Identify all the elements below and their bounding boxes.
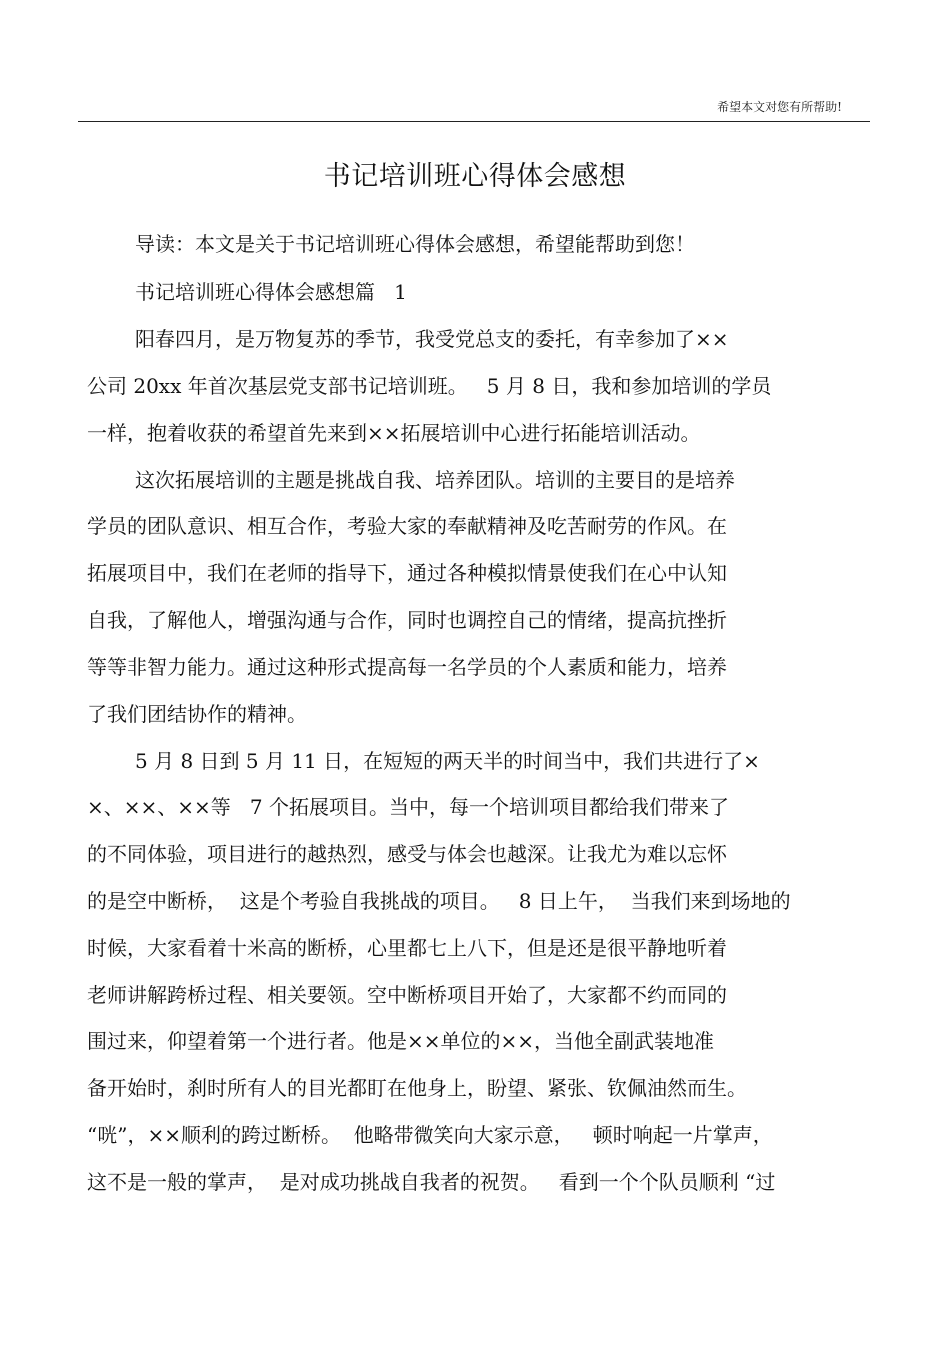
paragraph-line: 了我们团结协作的精神。 [87, 702, 307, 726]
paragraph-line: 公司 20xx 年首次基层党支部书记培训班。 5 月 8 日，我和参加培训的学员 [87, 374, 772, 398]
paragraph-line: 拓展项目中，我们在老师的指导下，通过各种模拟情景使我们在心中认知 [87, 561, 727, 585]
paragraph-line: 等等非智力能力。通过这种形式提高每一名学员的个人素质和能力，培养 [87, 655, 727, 679]
paragraph-line: 的是空中断桥， 这是个考验自我挑战的项目。 8 日上午， 当我们来到场地的 [87, 889, 791, 913]
paragraph-line: 导读：本文是关于书记培训班心得体会感想，希望能帮助到您！ [135, 232, 695, 256]
paragraph-line: 老师讲解跨桥过程、相关要领。空中断桥项目开始了，大家都不约而同的 [87, 983, 727, 1007]
paragraph-line: 5 月 8 日到 5 月 11 日，在短短的两天半的时间当中，我们共进行了× [135, 749, 760, 773]
paragraph-line: 这次拓展培训的主题是挑战自我、培养团队。培训的主要目的是培养 [135, 468, 735, 492]
paragraph-line: 书记培训班心得体会感想篇 1 [135, 280, 407, 304]
document-title: 书记培训班心得体会感想 [323, 161, 627, 192]
paragraph-line: 备开始时，刹时所有人的目光都盯在他身上，盼望、紧张、钦佩油然而生。 [87, 1076, 747, 1100]
paragraph-line: 一样，抱着收获的希望首先来到××拓展培训中心进行拓能培训活动。 [87, 421, 701, 445]
paragraph-line: 学员的团队意识、相互合作，考验大家的奉献精神及吃苦耐劳的作风。在 [87, 514, 727, 538]
paragraph-line: “咣”，××顺利的跨过断桥。 他略带微笑向大家示意， 顿时响起一片掌声， [87, 1123, 773, 1147]
paragraph-line: 这不是一般的掌声， 是对成功挑战自我者的祝贺。 看到一个个队员顺利 “过 [87, 1170, 776, 1194]
paragraph-line: ×、××、××等 7 个拓展项目。当中，每一个培训项目都给我们带来了 [87, 795, 729, 819]
paragraph-line: 围过来，仰望着第一个进行者。他是××单位的××，当他全副武装地准 [87, 1029, 715, 1053]
paragraph-line: 的不同体验，项目进行的越热烈，感受与体会也越深。让我尤为难以忘怀 [87, 842, 727, 866]
header-note: 希望本文对您有所帮助! [717, 100, 842, 114]
paragraph-line: 时候，大家看着十米高的断桥，心里都七上八下，但是还是很平静地听着 [87, 936, 727, 960]
paragraph-line: 阳春四月，是万物复苏的季节，我受党总支的委托，有幸参加了×× [135, 327, 729, 351]
paragraph-line: 自我，了解他人，增强沟通与合作，同时也调控自己的情绪，提高抗挫折 [87, 608, 727, 632]
header-rule [78, 121, 870, 122]
